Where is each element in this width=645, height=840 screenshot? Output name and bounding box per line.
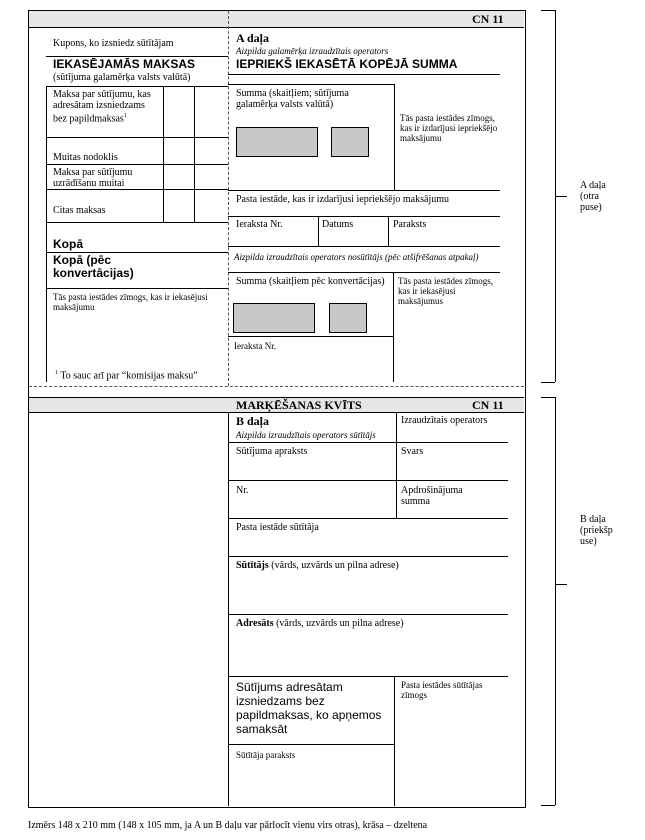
line xyxy=(394,84,395,190)
line xyxy=(228,190,500,191)
header-divider xyxy=(29,27,524,28)
line xyxy=(46,164,228,165)
sum-converted-box-2[interactable] xyxy=(329,303,367,333)
line xyxy=(541,382,555,383)
line xyxy=(228,676,508,677)
margin-part-b-label: B daļa (priekšpuse) xyxy=(580,514,613,547)
charge-row-item-fee: Maksa par sūtījumu, kas adresātam izsniedzams bez papildmaksas$^1$ xyxy=(53,89,151,125)
line xyxy=(394,676,395,806)
line xyxy=(228,614,508,615)
sender-stamp-label: Pasta iestādes sūtītājas zīmogs xyxy=(401,680,483,700)
header-band xyxy=(29,11,524,27)
line xyxy=(541,805,555,806)
line xyxy=(228,216,500,217)
charge-row-customs-presentation: Maksa par sūtījumu uzrādīšanu muitai xyxy=(53,167,133,189)
number-label: Nr. xyxy=(236,485,249,496)
line xyxy=(46,86,47,382)
receipt-label: MARĶĒŠANAS KVĪTS xyxy=(236,398,362,412)
line xyxy=(228,272,500,273)
line xyxy=(29,412,524,413)
line xyxy=(396,442,397,480)
part-a-subtitle: Aizpilda galamērķa izraudzītais operators xyxy=(236,46,389,56)
item-desc-label: Sūtījuma apraksts xyxy=(236,446,308,457)
line xyxy=(318,216,319,246)
total-label: Kopā xyxy=(53,237,83,251)
prev-office-label: Pasta iestāde, kas ir izdarījusi iepriekšējo maksājumu xyxy=(236,194,449,205)
origin-note: Aizpilda izraudzītais operators nosūtītājs (pēc atšifrēšanas atpakaļ) xyxy=(234,252,479,262)
footnote: $^1$ To sauc arī par “komisijas maksu” xyxy=(55,370,198,382)
signature-label: Paraksts xyxy=(393,219,427,230)
line xyxy=(228,442,508,443)
sum-converted-label: Summa (skaitļiem pēc konvertācijas) xyxy=(236,276,385,287)
coupon-title: Kupons, ko izsniedz sūtītājam xyxy=(53,38,174,49)
line xyxy=(555,397,556,805)
footnote-mark: 1 xyxy=(123,113,127,119)
sender-label: Sūtītājs (vārds, uzvārds un pilna adrese) xyxy=(236,560,399,571)
charge-row-other: Citas maksas xyxy=(53,205,106,216)
coupon-stamp-label: Tās pasta iestādes zīmogs, kas ir iekasējusi maksājumu xyxy=(53,292,208,312)
charge-row-customs: Muitas nodoklis xyxy=(53,152,118,163)
coupon-dash-divider xyxy=(228,11,229,386)
total-converted-label: Kopā (pēc konvertācijas) xyxy=(53,253,134,280)
addressee-label: Adresāts (vārds, uzvārds un pilna adrese) xyxy=(236,618,404,629)
line xyxy=(541,397,555,398)
part-b-subtitle: Aizpilda izraudzītais operators sūtītājs xyxy=(236,430,376,440)
line xyxy=(228,336,393,337)
line xyxy=(46,86,228,87)
cn11-code: CN 11 xyxy=(472,12,504,26)
charges-subtitle: (sūtījuma galamērķa valsts valūtā) xyxy=(53,72,191,83)
line xyxy=(541,10,555,11)
line xyxy=(228,518,508,519)
margin-part-a-label: A daļa (otra puse) xyxy=(580,180,606,213)
line xyxy=(46,189,228,190)
sum-box-1[interactable] xyxy=(236,127,318,157)
line xyxy=(46,222,228,223)
weight-label: Svars xyxy=(401,446,424,457)
line xyxy=(163,86,164,222)
record-no-2-label: Ieraksta Nr. xyxy=(234,341,276,351)
cn11-code-b: CN 11 xyxy=(472,398,504,412)
date-label: Datums xyxy=(322,219,354,230)
part-a-summary-title: IEPRIEKŠ IEKASĒTĀ KOPĒJĀ SUMMA xyxy=(236,57,458,71)
sum-box-2[interactable] xyxy=(331,127,369,157)
line xyxy=(46,137,228,138)
line xyxy=(228,556,508,557)
stamp-collected-label: Tās pasta iestādes zīmogs, kas ir iekasējusi maksājumus xyxy=(398,276,493,306)
line xyxy=(228,412,229,806)
line xyxy=(555,196,567,197)
commit-text: Sūtījums adresātam izsniedzams bez papildmaksas, ko apņemos samaksāt xyxy=(236,680,382,736)
line xyxy=(228,74,500,75)
line xyxy=(393,272,394,382)
footer-note: Izmērs 148 x 210 mm (148 x 105 mm, ja A un B daļu var pārlocīt vienu virs otras), krāsa – dzeltena xyxy=(28,820,428,831)
line xyxy=(46,288,228,289)
sender-sign-label: Sūtītāja paraksts xyxy=(236,750,296,760)
part-a-title: A daļa xyxy=(236,31,270,45)
line xyxy=(396,412,397,442)
charges-title: IEKASĒJAMĀS MAKSAS xyxy=(53,57,196,71)
stamp-prev-label: Tās pasta iestādes zīmogs, kas ir izdarījusi iepriekšējo maksājumu xyxy=(400,113,498,143)
sum-label: Summa (skaitļiem; sūtījuma galamērķa valsts valūtā) xyxy=(236,88,349,110)
record-no-label: Ieraksta Nr. xyxy=(236,219,283,230)
line xyxy=(228,246,500,247)
line xyxy=(228,744,394,745)
operator-label: Izraudzītais operators xyxy=(401,415,488,426)
line xyxy=(388,216,389,246)
fold-line xyxy=(29,386,524,387)
sum-converted-box-1[interactable] xyxy=(233,303,315,333)
line xyxy=(228,84,394,85)
line xyxy=(555,584,567,585)
line xyxy=(228,480,508,481)
line xyxy=(396,480,397,518)
part-b-title: B daļa xyxy=(236,414,270,428)
insured-label: Apdrošinājuma summa xyxy=(401,485,463,507)
office-label: Pasta iestāde sūtītāja xyxy=(236,522,319,533)
line xyxy=(194,86,195,222)
